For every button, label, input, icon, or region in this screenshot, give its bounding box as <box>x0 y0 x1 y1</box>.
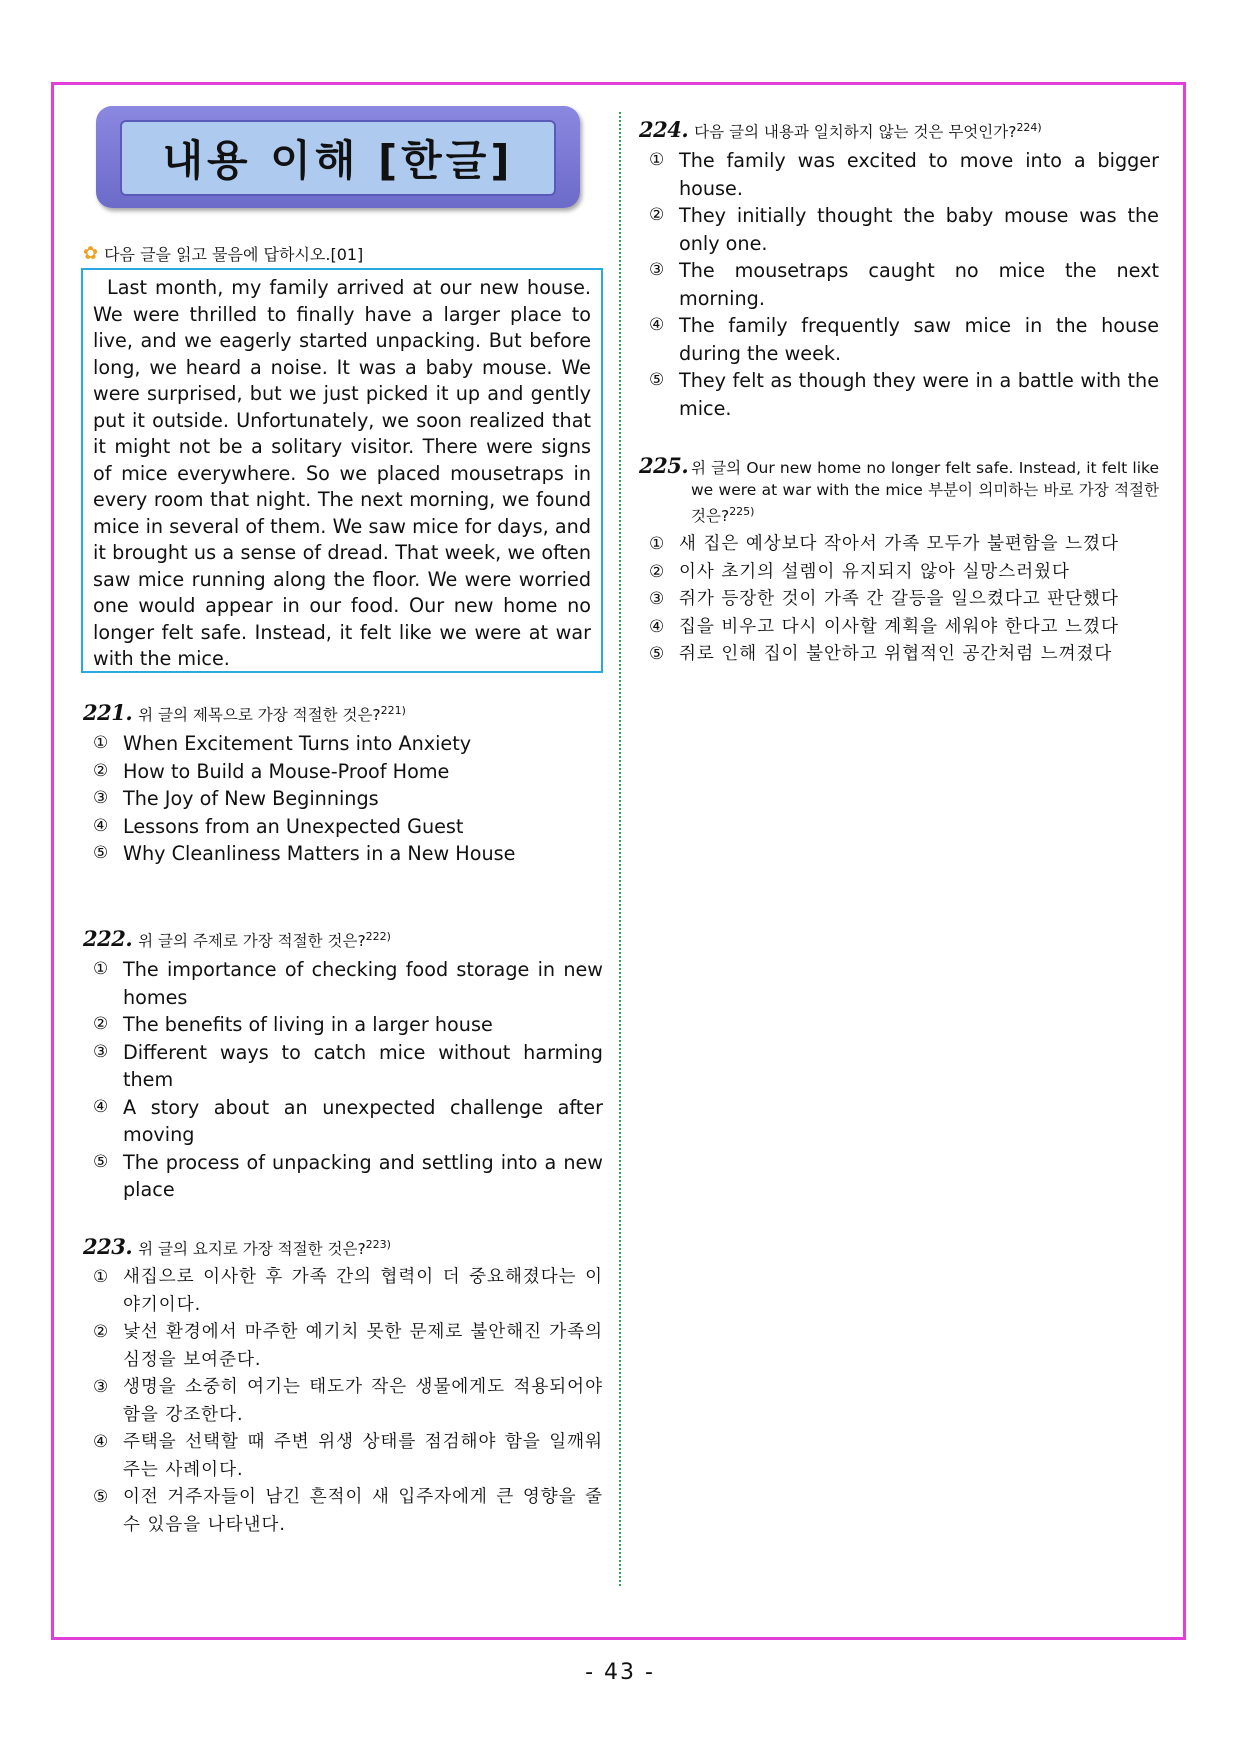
question-number: 225. <box>639 453 689 478</box>
page-number: - 43 - <box>585 1660 655 1685</box>
option-1[interactable]: ① 새집으로 이사한 후 가족 간의 협력이 더 중요해졌다는 이야기이다. <box>93 1267 603 1315</box>
flower-icon: ✿ <box>83 242 99 264</box>
question-header <box>83 1234 603 1260</box>
question-223 <box>83 1234 603 1539</box>
question-prompt: 다음 글의 내용과 일치하지 않는 것은 무엇인가?$^{224)}$ <box>694 121 1042 142</box>
column-divider <box>619 112 621 1586</box>
option-5[interactable]: ⑤ They felt as though they were in a battle with the mice. <box>649 369 1159 420</box>
question-number: 224. <box>639 117 689 143</box>
option-1[interactable]: ① The importance of checking food storage in new homes <box>93 958 603 1009</box>
option-3[interactable]: ③ 쥐가 등장한 것이 가족 간 갈등을 일으켰다고 판단했다 <box>649 589 1119 610</box>
option-list <box>639 147 1159 422</box>
question-prompt: 위 글의 요지로 가장 적절한 것은?$^{223)}$ <box>138 1238 391 1259</box>
option-4[interactable]: ④ 집을 비우고 다시 이사할 계획을 세워야 한다고 느꼈다 <box>649 616 1119 637</box>
option-5[interactable]: ⑤ 쥐로 인해 집이 불안하고 위협적인 공간처럼 느껴졌다 <box>649 644 1113 665</box>
option-3[interactable]: ③ Different ways to catch mice without harming them <box>93 1040 603 1092</box>
question-222 <box>83 926 603 1204</box>
question-prompt: 위 글의 제목으로 가장 적절한 것은?$^{221)}$ <box>138 704 406 725</box>
question-224 <box>639 117 1159 422</box>
question-number: 223. <box>83 1234 133 1260</box>
option-4[interactable]: ④ Lessons from an Unexpected Guest <box>93 814 464 838</box>
option-2[interactable]: ② They initially thought the baby mouse was the only one. <box>649 204 1159 255</box>
question-header <box>639 117 1159 143</box>
option-2[interactable]: ② 낯선 환경에서 마주한 예기치 못한 문제로 불안해진 가족의 심정을 보여준다. <box>93 1322 603 1370</box>
title-banner <box>96 106 580 208</box>
question-number: 222. <box>83 926 133 952</box>
title-banner-inner <box>120 120 556 196</box>
option-3[interactable]: ③ The mousetraps caught no mice the next morning. <box>649 259 1159 310</box>
option-4[interactable]: ④ 주택을 선택할 때 주변 위생 상태를 점검해야 함을 일깨워주는 사례이다. <box>93 1432 603 1480</box>
page-title: 내용 이해 [한글] <box>162 136 514 185</box>
question-prompt: 위 글의 Our new home no longer felt safe. Instead, it felt like we were at war with the mice 부분이 의미하는 바로 가장 적절한 것은?$^{225)}$ <box>691 459 1159 526</box>
option-2[interactable]: ② The benefits of living in a larger house <box>93 1013 493 1037</box>
option-2[interactable]: ② 이사 초기의 설렘이 유지되지 않아 실망스러웠다 <box>649 561 1070 582</box>
option-4[interactable]: ④ A story about an unexpected challenge after moving <box>93 1095 603 1147</box>
instruction-text: 다음 글을 읽고 물음에 답하시오.[01] <box>104 245 364 264</box>
question-number: 221. <box>83 700 133 726</box>
option-5[interactable]: ⑤ The process of unpacking and settling into a new place <box>93 1150 603 1202</box>
reading-passage: Last month, my family arrived at our new house. We were thrilled to finally have a larger place to live, and we eagerly started unpacking. But before long, we heard a noise. It was a baby mouse. We were surprised, but we just picked it up and gently put it outside. Unfortunately, we soon realized that it might not be a solitary visitor. There were signs of mice everywhere. So we placed mousetraps in every room that night. The next morning, we found mice in several of them. We saw mice for days, and it brought us a sense of dread. That week, we often saw mice running along the floor. We were worried one would appear in our food. Our new home no longer felt safe. Instead, it felt like we were at war with the mice. <box>81 268 603 673</box>
question-header <box>639 455 1159 527</box>
option-1[interactable]: ① The family was excited to move into a bigger house. <box>649 149 1159 200</box>
question-prompt: 위 글의 주제로 가장 적절한 것은?$^{222)}$ <box>138 930 391 951</box>
option-list <box>83 730 603 868</box>
option-list <box>83 956 603 1204</box>
instruction <box>83 242 363 265</box>
option-1[interactable]: ① 새 집은 예상보다 작아서 가족 모두가 불편함을 느꼈다 <box>649 534 1119 555</box>
option-4[interactable]: ④ The family frequently saw mice in the house during the week. <box>649 314 1159 365</box>
option-2[interactable]: ② How to Build a Mouse-Proof Home <box>93 759 450 783</box>
option-1[interactable]: ① When Excitement Turns into Anxiety <box>93 732 472 756</box>
option-5[interactable]: ⑤ 이전 거주자들이 남긴 흔적이 새 입주자에게 큰 영향을 줄 수 있음을 나타낸다. <box>93 1487 603 1535</box>
option-3[interactable]: ③ 생명을 소중히 여기는 태도가 작은 생물에게도 적용되어야 함을 강조한다. <box>93 1377 603 1425</box>
question-header <box>83 700 603 726</box>
question-header <box>83 926 603 952</box>
option-list <box>83 1264 603 1539</box>
option-list <box>639 531 1159 669</box>
option-5[interactable]: ⑤ Why Cleanliness Matters in a New House <box>93 842 516 866</box>
question-221 <box>83 700 603 868</box>
option-3[interactable]: ③ The Joy of New Beginnings <box>93 787 379 811</box>
question-225 <box>639 455 1159 669</box>
